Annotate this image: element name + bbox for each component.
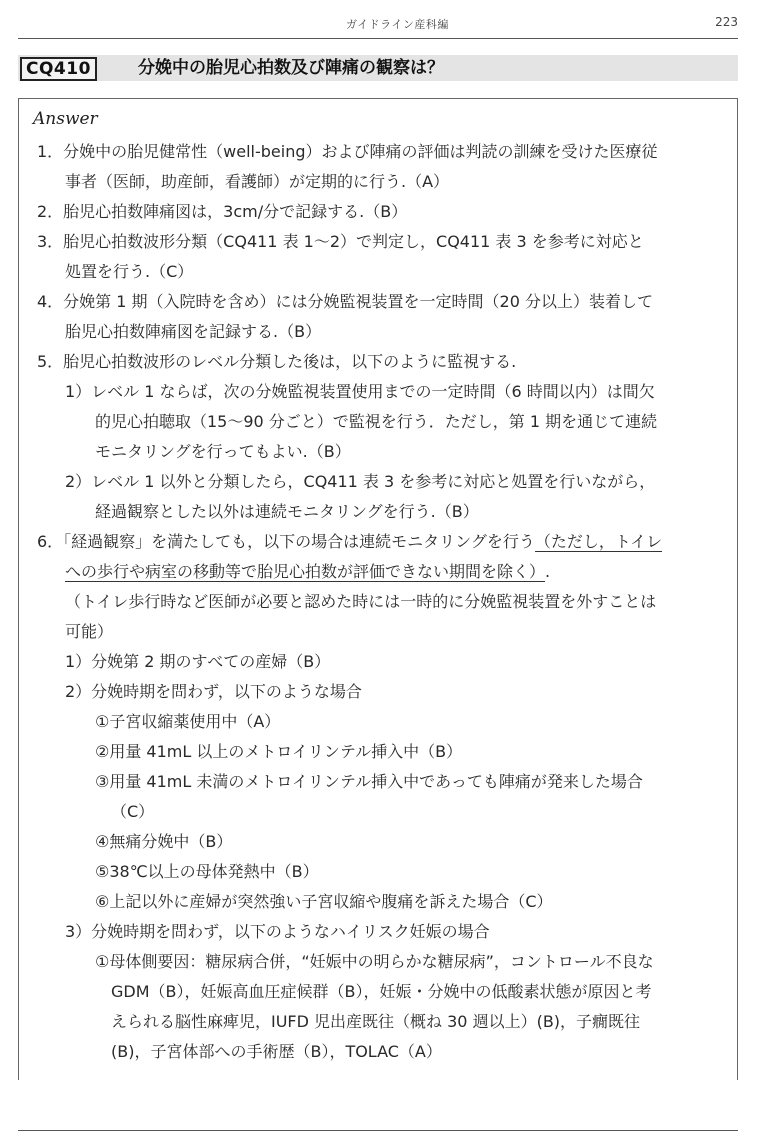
answer-line-5: 5．胎児心拍数波形のレベル分類した後は，以下のように監視する. — [37, 352, 517, 371]
answer-line-1: 1．分娩中の胎児健常性（well-being）および陣痛の評価は判読の訓練を受けた医療従 — [37, 142, 658, 161]
answer-line-6-period: . — [545, 562, 551, 581]
answer-line-6-1: 1）分娩第 2 期のすべての産婦（B） — [65, 652, 331, 671]
answer-line-6-3-a-cont-1: GDM（B），妊娠高血圧症候群（B），妊娠・分娩中の低酸素状態が原因と考 — [111, 982, 652, 1001]
answer-line-6-2-f: ⑥上記以外に産婦が突然強い子宮収縮や腹痛を訴えた場合（C） — [95, 892, 553, 911]
answer-line-6-2-c-cont: （C） — [111, 802, 155, 821]
answer-line-6-3-a-cont-3: (B)，子宮体部への手術歴（B），TOLAC（A） — [111, 1042, 442, 1061]
answer-line-2: 2．胎児心拍数陣痛図は，3cm/分で記録する.（B） — [37, 202, 408, 221]
answer-line-6-3-a-cont-2: えられる脳性麻痺児，IUFD 児出産既往（概ね 30 週以上）(B)，子癇既往 — [111, 1012, 641, 1031]
answer-line-6-2-e: ⑤38℃以上の母体発熱中（B） — [95, 862, 319, 881]
answer-line-6-note-underlined-cont: への歩行や病室の移動等で胎児心拍数が評価できない期間を除く） — [65, 562, 546, 581]
answer-line-6-note-underlined: （ただし，トイレ — [534, 532, 663, 551]
answer-line-6-remark-cont: 可能） — [65, 622, 114, 641]
answer-line-5-2-cont: 経過観察とした以外は連続モニタリングを行う.（B） — [95, 502, 479, 521]
answer-line-3: 3．胎児心拍数波形分類（CQ411 表 1〜2）で判定し，CQ411 表 3 を参考に対応と — [37, 232, 644, 251]
answer-line-6-3: 3）分娩時期を問わず，以下のようなハイリスク妊娠の場合 — [65, 922, 490, 941]
cq-heading-bar — [18, 55, 738, 81]
cq-id-box: CQ410 — [20, 57, 97, 81]
answer-label: Answer — [33, 109, 98, 129]
answer-line-4: 4．分娩第 1 期（入院時を含め）には分娩監視装置を一定時間（20 分以上）装着して — [37, 292, 653, 311]
answer-line-6-remark: （トイレ歩行時など医師が必要と認めた時には一時的に分娩監視装置を外すことは — [65, 592, 657, 611]
page-number: 223 — [715, 15, 738, 29]
answer-line-6-2: 2）分娩時期を問わず，以下のような場合 — [65, 682, 362, 701]
answer-line-6-2-b: ②用量 41mL 以上のメトロイリンテル挿入中（B） — [95, 742, 463, 761]
answer-line-5-1: 1）レベル 1 ならば，次の分娩監視装置使用までの一定時間（6 時間以内）は間欠 — [65, 382, 655, 401]
answer-line-3-cont: 処置を行う.（C） — [65, 262, 194, 281]
answer-line-4-cont: 胎児心拍数陣痛図を記録する.（B） — [65, 322, 322, 341]
answer-line-6-text: 6．「経過観察」を満たしても，以下の場合は連続モニタリングを行う — [37, 532, 535, 551]
answer-line-6-cont — [19, 557, 721, 587]
answer-line-1-cont: 事者（医師，助産師，看護師）が定期的に行う.（A） — [65, 172, 450, 191]
cq-title: 分娩中の胎児心拍数及び陣痛の観察は？ — [138, 58, 444, 78]
answer-box — [18, 98, 738, 1080]
answer-line-5-2: 2）レベル 1 以外と分類したら，CQ411 表 3 を参考に対応と処置を行いながら， — [65, 472, 656, 491]
answer-line-5-1-cont-b: モニタリングを行ってもよい.（B） — [95, 442, 351, 461]
footer-rule — [18, 1130, 738, 1131]
answer-line-6-2-c: ③用量 41mL 未満のメトロイリンテル挿入中であっても陣痛が発来した場合 — [95, 772, 643, 791]
answer-line-6-2-a: ①子宮収縮薬使用中（A） — [95, 712, 281, 731]
answer-line-5-1-cont-a: 的児心拍聴取（15〜90 分ごと）で監視を行う．ただし，第 1 期を通じて連続 — [95, 412, 658, 431]
running-header — [18, 12, 738, 39]
answer-line-6-2-d: ④無痛分娩中（B） — [95, 832, 233, 851]
answer-line-6 — [19, 527, 721, 557]
answer-line-6-3-a: ①母体側要因：糖尿病合併，“妊娠中の明らかな糖尿病”，コントロール不良な — [95, 952, 654, 971]
section-title: ガイドライン産科編 — [346, 18, 449, 31]
